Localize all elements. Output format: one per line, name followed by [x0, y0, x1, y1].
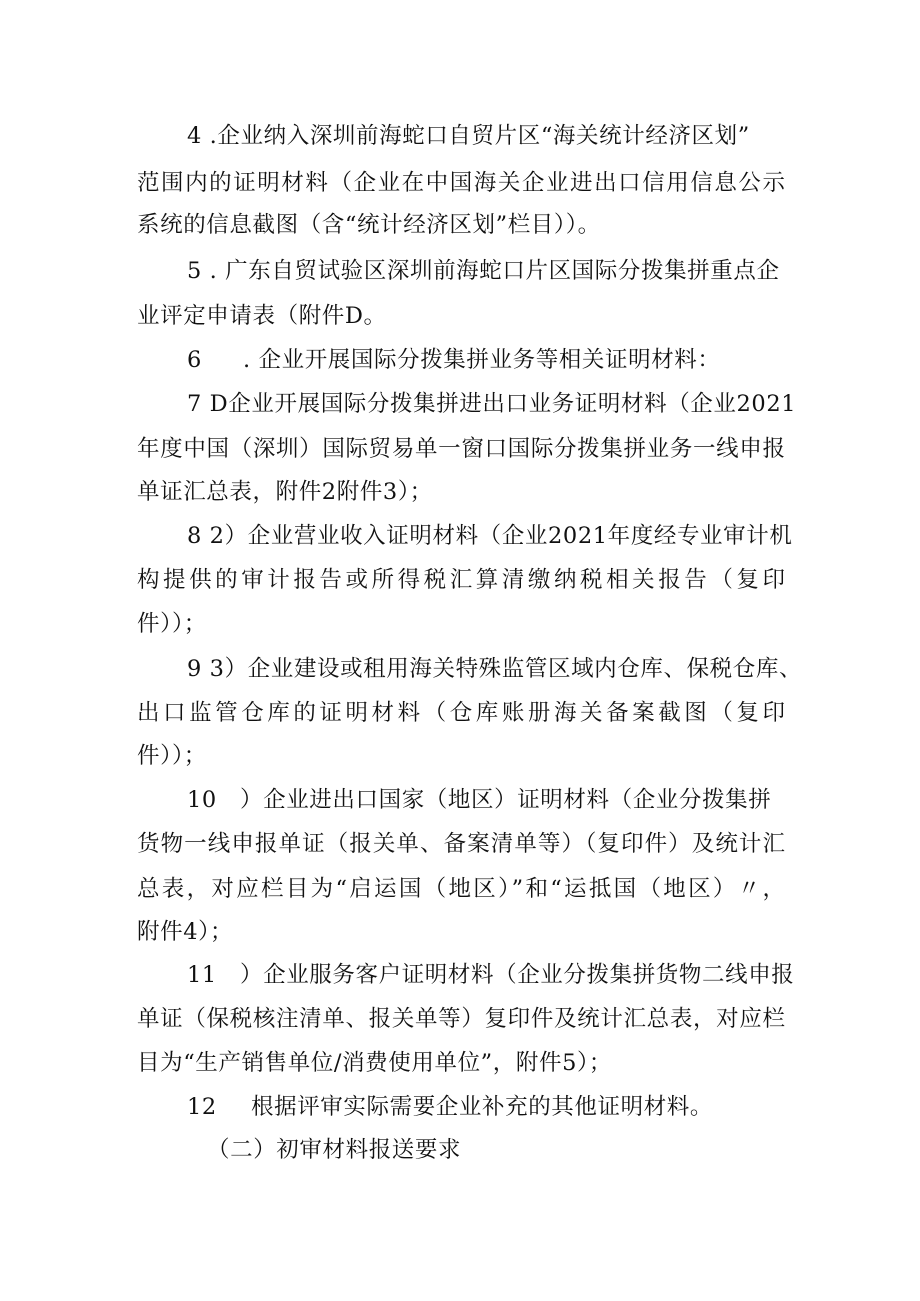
- list-number: 11: [187, 962, 217, 988]
- list-number: 10: [187, 787, 217, 813]
- paragraph-line: ）企业服务客户证明材料（企业分拨集拼货物二线申报: [240, 962, 795, 988]
- paragraph-line: 年度中国（深圳）国际贸易单一窗口国际分拨集拼业务一线申报: [137, 436, 785, 462]
- paragraph-line: 构提供的审计报告或所得税汇算清缴纳税相关报告（复印: [137, 567, 785, 593]
- paragraph-line: 货物一线申报单证（报关单、备案清单等）（复印件）及统计汇: [137, 831, 785, 857]
- paragraph-line: 7 D企业开展国际分拨集拼进出口业务证明材料（企业2021: [187, 391, 797, 417]
- paragraph-line: 4 .企业纳入深圳前海蛇口自贸片区“海关统计经济区划”: [187, 123, 750, 149]
- paragraph-line: 附件4）；: [137, 919, 234, 945]
- list-number: 12: [187, 1094, 217, 1120]
- list-number: 6: [187, 347, 202, 373]
- paragraph-line: . 企业开展国际分拨集拼业务等相关证明材料：: [243, 347, 721, 373]
- paragraph-line: 单证（保税核注清单、报关单等）复印件及统计汇总表，对应栏: [137, 1006, 785, 1032]
- paragraph-line: 8 2）企业营业收入证明材料（企业2021年度经专业审计机: [187, 523, 793, 549]
- paragraph-line: 范围内的证明材料（企业在中国海关企业进出口信用信息公示: [137, 170, 785, 196]
- paragraph-line: 业评定申请表（附件D。: [137, 303, 387, 329]
- paragraph-line: 件））；: [137, 743, 207, 769]
- paragraph-line: 目为“生产销售单位/消费使用单位”，附件5）；: [137, 1050, 612, 1076]
- paragraph-line: 总表，对应栏目为“启运国（地区）”和“运抵国（地区）〃，: [137, 876, 785, 902]
- paragraph-line: 系统的信息截图（含“统计经济区划”栏目））。: [137, 212, 601, 238]
- paragraph-line: 单证汇总表，附件2附件3）；: [137, 479, 433, 505]
- paragraph-line: 9 3）企业建设或租用海关特殊监管区域内仓库、保税仓库、: [187, 656, 803, 682]
- section-heading: （二）初审材料报送要求: [207, 1137, 462, 1163]
- paragraph-line: 件））；: [137, 611, 207, 637]
- paragraph-line: 根据评审实际需要企业补充的其他证明材料。: [251, 1094, 714, 1120]
- paragraph-line: 5 . 广东自贸试验区深圳前海蛇口片区国际分拨集拼重点企: [187, 258, 780, 284]
- paragraph-line: 出口监管仓库的证明材料（仓库账册海关备案截图（复印: [137, 700, 785, 726]
- paragraph-line: ）企业进出口国家（地区）证明材料（企业分拨集拼: [240, 787, 772, 813]
